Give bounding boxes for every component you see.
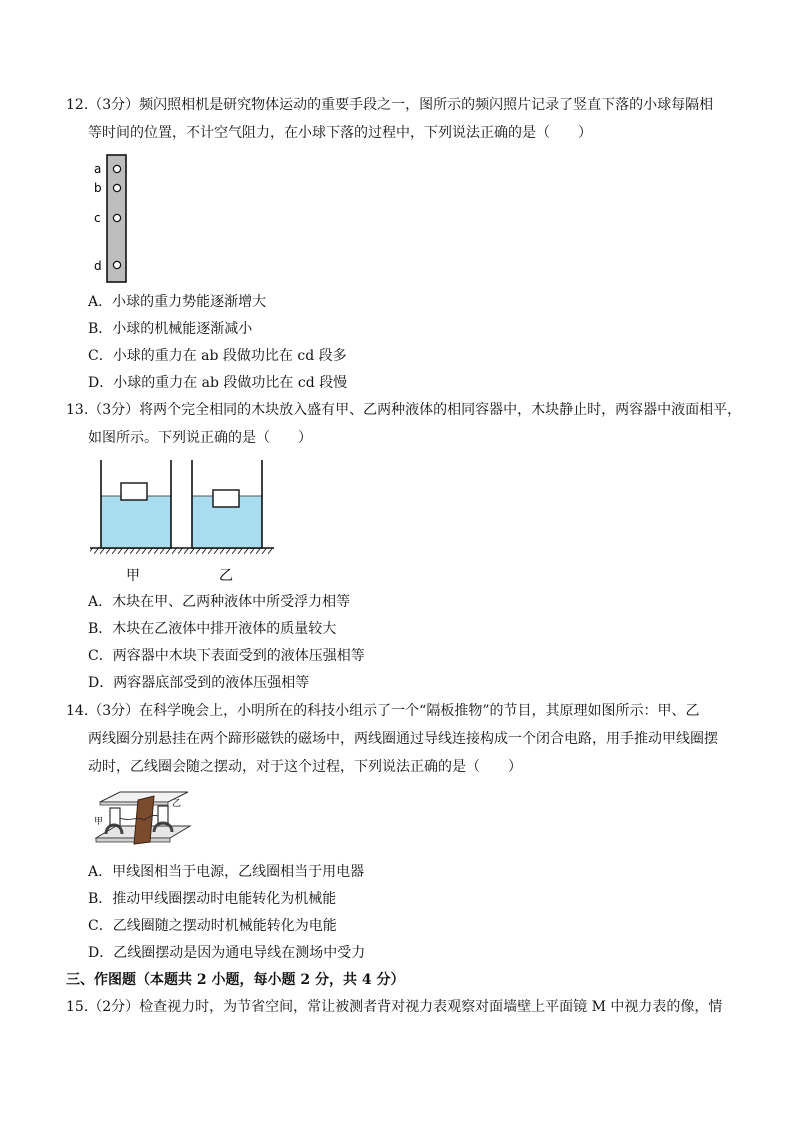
q12-option-c: C．小球的重力在 ab 段做功比在 cd 段多 — [88, 348, 347, 364]
q12-stem-line2: 等时间的位置，不计空气阻力，在小球下落的过程中，下列说法正确的是（ ） — [88, 125, 592, 141]
q14-option-d: D．乙线圈摆动是因为通电导线在测场中受力 — [88, 945, 366, 961]
q12-option-a: A．小球的重力势能逐渐增大 — [88, 294, 267, 310]
q14-stem-line1: 14.（3分）在科学晚会上，小明所在的科技小组示了一个“隔板推物”的节目，其原理如图所示：甲、乙 — [66, 703, 700, 719]
label-jia: 甲 — [126, 568, 140, 584]
q13-option-d: D．两容器底部受到的液体压强相等 — [88, 675, 310, 691]
q14-partition-push-figure — [92, 788, 192, 852]
label-a: a — [94, 162, 102, 176]
q13-stem-line1: 13.（3分）将两个完全相同的木块放入盛有甲、乙两种液体的相同容器中，木块静止时，两容器中液面相平， — [66, 402, 742, 418]
q15-stem-line1: 15.（2分）检查视力时，为节省空间，常让被测者背对视力表观察对面墙壁上平面镜 M 中视力表的像，情 — [66, 999, 723, 1015]
q14-option-b: B．推动甲线圈摆动时电能转化为机械能 — [88, 891, 337, 907]
q13-option-c: C．两容器中木块下表面受到的液体压强相等 — [88, 648, 365, 664]
ground-hatching — [90, 548, 274, 554]
wood-block-yi — [213, 490, 239, 507]
liquid-jia — [101, 496, 171, 548]
label-yi-coil: 乙 — [172, 799, 182, 809]
label-b: b — [94, 181, 102, 195]
label-c: c — [94, 211, 101, 225]
section-3-heading: 三、作图题（本题共 2 小题，每小题 2 分，共 4 分） — [66, 972, 405, 988]
label-jia-coil: 甲 — [94, 817, 104, 827]
q14-option-a: A．甲线图相当于电源，乙线圈相当于用电器 — [88, 864, 365, 880]
q14-stem-line3: 动时，乙线圈会随之摆动，对于这个过程，下列说法正确的是（ ） — [88, 759, 522, 775]
ball-position-c — [113, 214, 120, 221]
ball-position-a — [113, 165, 120, 172]
q13-option-b: B．木块在乙液体中排开液体的质量较大 — [88, 621, 337, 637]
label-yi: 乙 — [219, 568, 233, 584]
label-d: d — [94, 259, 102, 273]
q13-option-a: A．木块在甲、乙两种液体中所受浮力相等 — [88, 594, 351, 610]
q13-stem-line2: 如图所示。下列说正确的是（ ） — [88, 430, 312, 446]
ball-position-d — [113, 261, 120, 268]
q13-containers-figure — [88, 458, 278, 586]
q12-option-b: B．小球的机械能逐渐减小 — [88, 321, 253, 337]
q12-strobe-photo-figure — [86, 152, 146, 286]
coil-yi — [158, 806, 168, 824]
wood-block-jia — [121, 483, 147, 500]
q14-option-c: C．乙线圈随之摆动时机械能转化为电能 — [88, 918, 337, 934]
q12-option-d: D．小球的重力在 ab 段做功比在 cd 段慢 — [88, 375, 348, 391]
q12-stem-line1: 12.（3分）频闪照相机是研究物体运动的重要手段之一，图所示的频闪照片记录了竖直下落的小球每隔相 — [66, 97, 714, 113]
q14-stem-line2: 两线圈分别悬挂在两个蹄形磁铁的磁场中，两线圈通过导线连接构成一个闭合电路，用手推动甲线圈摆 — [88, 731, 718, 747]
ball-position-b — [113, 184, 120, 191]
coil-jia — [110, 808, 120, 826]
